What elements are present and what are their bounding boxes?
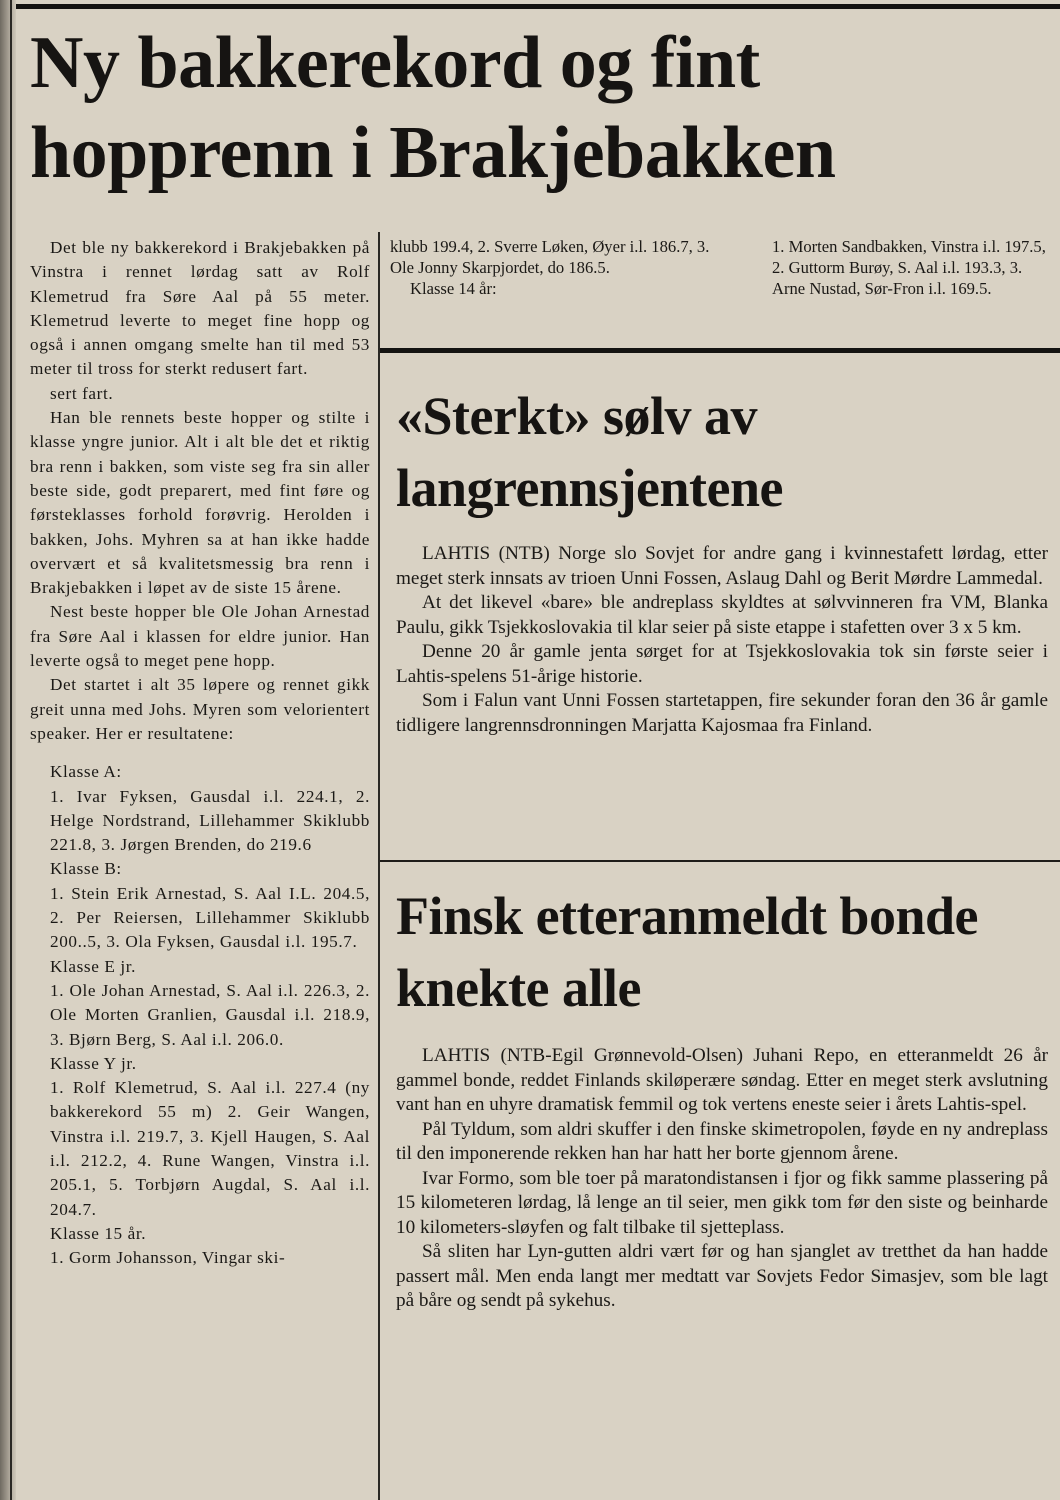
results-class: Klasse A: (50, 762, 122, 782)
third-paragraph: Ivar Formo, som ble toer på maratondistansen i fjor og fikk samme plassering på 15 kilometeren lørdag, lå lenge an til seier, men gikk tom før den siste og beinharde 10 kilometers-sløyfen og falt tilbake til sjetteplass. (396, 1167, 1048, 1238)
second-article-body (396, 542, 1048, 738)
results-entry: 1. Ole Johan Arnestad, S. Aal i.l. 226.3, 2. Ole Morten Granlien, Gausdal i.l. 218.9, 3. Bjørn Berg, S. Aal i.l. 206.0. (50, 980, 370, 1049)
results-class: Klasse 14 år: (410, 279, 497, 298)
main-paragraph: Nest beste hopper ble Ole Johan Arnestad fra Søre Aal i klassen for eldre junior. Han leverte også to meget pene hopp. (30, 602, 370, 671)
results-entry: 1. Ivar Fyksen, Gausdal i.l. 224.1, 2. Helge Nordstrand, Lillehammer Skiklubb 221.8, 3. Jørgen Brenden, do 219.6 (50, 786, 370, 855)
second-paragraph: Som i Falun vant Unni Fossen startetappen, fire sekunder foran den 36 år gamle tidligere langrennsdronningen Marjatta Kajosmaa fra Finland. (396, 690, 1048, 736)
third-paragraph: Pål Tyldum, som aldri skuffer i den finske skimetropolen, føyde en ny andreplass til den imponerende rekken han har hatt her borte gjennom årene. (396, 1118, 1048, 1164)
article-divider-2 (380, 860, 1060, 862)
main-paragraph: Det ble ny bakkerekord i Brakjebakken på Vinstra i rennet lørdag satt av Rolf Klemetrud fra Søre Aal på 55 meter. Klemetrud leverte to meget fine hopp og også i annen omgang smelte han til med 53 meter til tross for sterkt redusert fart. (30, 238, 370, 379)
main-article-body (30, 236, 370, 1270)
results-class: Klasse B: (50, 859, 122, 879)
results-continuation-right (752, 236, 1048, 299)
third-paragraph: LAHTIS (NTB-Egil Grønnevold-Olsen) Juhani Repo, en etteranmeldt 26 år gammel bonde, reddet Finlands skiløperære søndag. Etter en meget sterk avslutning vant han en uhyre dramatisk femmil og tok vertens eneste seier i årets Lahtis-spel. (396, 1045, 1048, 1115)
second-paragraph: At det likevel «bare» ble andreplass skyldtes at sølvvinneren fra VM, Blanka Paulu, gikk Tsjekkoslovakia til klar seier på siste etappe i stafetten over 3 x 5 km. (396, 592, 1048, 638)
column-rule-left (10, 0, 12, 1500)
third-paragraph: Så sliten har Lyn-gutten aldri vært før og han sjanglet av tretthet da han hadde passert mål. Men enda langt mer medtatt var Sovjets Fedor Simasjev, som ble lagt på båre og sendt på sykehus. (396, 1241, 1048, 1311)
main-paragraph: Han ble rennets beste hopper og stilte i klasse yngre junior. Alt i alt ble det et riktig bra renn i bakken, som viste seg fra sin aller beste side, godt preparert, med fint føre og førsteklasses forhold forøvrig. Herolden i bakken, Johs. Myhren sa at han ikke hadde overvært et så kvalitetsmessig bra renn i Brakjebakken i løpet av de siste 15 årene. (30, 408, 370, 598)
results-entry: 1. Stein Erik Arnestad, S. Aal I.L. 204.5, 2. Per Reiersen, Lillehammer Skiklubb 200..5, 3. Ola Fyksen, Gausdal i.l. 195.7. (50, 883, 370, 952)
second-headline: «Sterkt» sølv av langrennsjentene (396, 386, 784, 518)
second-paragraph: Denne 20 år gamle jenta sørget for at Tsjekkoslovakia tok sin første seier i Lahtis-spelens 51-årige historie. (396, 641, 1048, 687)
main-paragraph: Det startet i alt 35 løpere og rennet gikk greit unna med Johs. Myren som velorientert speaker. Her er resultatene: (30, 675, 370, 743)
top-rule (16, 4, 1060, 9)
results-continuation-mid (390, 236, 730, 299)
third-article-body (396, 1044, 1048, 1314)
second-paragraph: LAHTIS (NTB) Norge slo Sovjet for andre gang i kvinnestafett lørdag, etter meget sterk innsats av trioen Unni Fossen, Aslaug Dahl og Berit Mørdre Lammedal. (396, 543, 1048, 589)
results-class: Klasse 15 år. (50, 1223, 147, 1243)
results-class: Klasse Y jr. (50, 1053, 137, 1073)
page-edge (0, 0, 16, 1500)
results-class: Klasse E jr. (50, 956, 136, 976)
main-headline: Ny bakkerekord og fint hopprenn i Brakjebakken (30, 22, 836, 194)
results-entry: 1. Gorm Johansson, Vingar ski- (50, 1248, 286, 1268)
column-rule (378, 232, 380, 1500)
main-paragraph: sert fart. (50, 383, 114, 403)
results-entry: 1. Rolf Klemetrud, S. Aal i.l. 227.4 (ny bakkerekord 55 m) 2. Geir Wangen, Vinstra i.l. 219.7, 3. Kjell Haugen, S. Aal i.l. 212.2, 4. Rune Wangen, Vinstra i.l. 205.1, 5. Torbjørn Augdal, S. Aal i.l. 204.7. (50, 1078, 370, 1219)
article-divider-1 (380, 348, 1060, 353)
results-entry: 1. Morten Sandbakken, Vinstra i.l. 197.5, 2. Guttorm Burøy, S. Aal i.l. 193.3, 3. Arne Nustad, Sør-Fron i.l. 169.5. (772, 237, 1046, 298)
third-headline: Finsk etteranmeldt bonde knekte alle (396, 886, 978, 1018)
results-entry: klubb 199.4, 2. Sverre Løken, Øyer i.l. 186.7, 3. Ole Jonny Skarpjordet, do 186.5. (390, 237, 710, 277)
